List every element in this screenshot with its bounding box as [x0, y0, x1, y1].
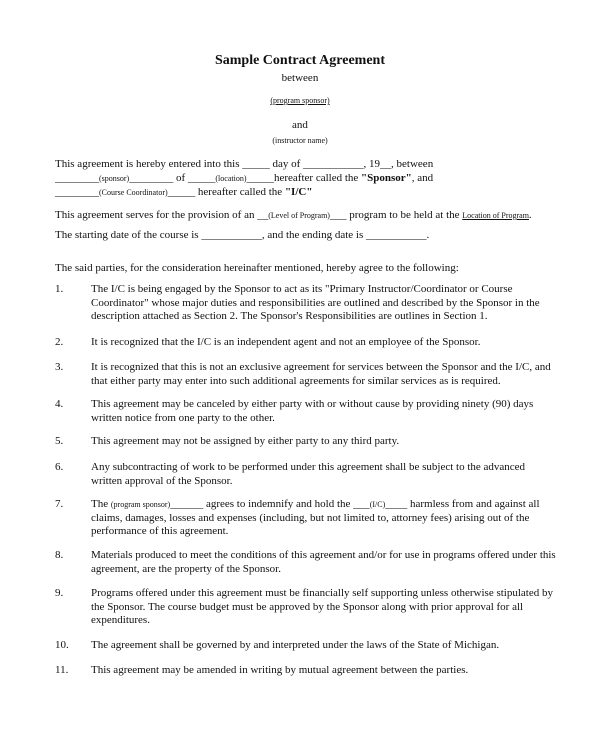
item-text: This agreement may be canceled by either party with or without cause by providing ninety (90) days written notice from one party to the other. [91, 398, 534, 424]
item-text: This agreement may be amended in writing by mutual agreement between the parties. [91, 664, 469, 676]
program-sponsor-line [0, 94, 600, 106]
program-sponsor-label: (program sponsor) [270, 96, 330, 105]
location-label: (location) [215, 174, 247, 183]
provision-line [55, 209, 532, 221]
blank: ________ [55, 186, 99, 198]
ic-label: (I/C) [369, 500, 386, 509]
item-text: The I/C is being engaged by the Sponsor to act as its "Primary Instructor/Coordinator or Course Coordinator" whose major duties and responsibilities are outlined and described by the Sponsor in the description attached as Section 2. The Sponsor's Responsibilities are outlines in Section 1. [91, 283, 540, 322]
document-title: Sample Contract Agreement [214, 53, 386, 68]
item-number: 6. [55, 461, 64, 473]
sponsor-term: "Sponsor" [361, 172, 412, 184]
instructor-name-label: (instructor name) [272, 136, 328, 145]
item-text-part: ____ harmless from and against all claims, damages, losses and expenses (including, but not limited to, attorney fees) arising out of the performance of this agreement. [91, 498, 540, 537]
item-text: This agreement may not be assigned by either party to any third party. [91, 435, 400, 447]
provision-text: ___ program to be held at the [329, 209, 463, 221]
item-number: 2. [55, 336, 64, 348]
parties-line: The said parties, for the consideration hereinafter mentioned, hereby agree to the following: [55, 262, 459, 274]
intro-line-3 [55, 186, 312, 198]
sponsor-label: (sponsor) [99, 174, 130, 183]
item-text: Programs offered under this agreement must be financially self supporting unless otherwise stipulated by the Sponsor. The course budget must be approved by the Sponsor along with prior approval for all expenditures. [91, 587, 553, 626]
intro-line-1: This agreement is hereby entered into this _____ day of ___________, 19__, between [55, 158, 434, 170]
ic-term: "I/C" [284, 186, 313, 198]
blank: ________ [55, 172, 99, 184]
item-text: It is recognized that the I/C is an independent agent and not an employee of the Sponsor. [91, 336, 481, 348]
item-number: 1. [55, 283, 64, 295]
course-coordinator-label: (Course Coordinator) [99, 188, 168, 197]
item-number: 9. [55, 587, 64, 599]
item-number: 10. [55, 639, 69, 651]
item-text-part: The [91, 498, 111, 510]
between-text: between [281, 72, 319, 84]
item-number: 7. [55, 498, 64, 510]
and-text: , and [411, 172, 434, 184]
blank: ________ of _____ [129, 172, 216, 184]
item-text: The agreement shall be governed by and interpreted under the laws of the State of Michigan. [91, 639, 500, 651]
item-text: Materials produced to meet the conditions of this agreement and/or for use in programs offered under this agreement, are the property of the Sponsor. [91, 549, 556, 575]
item-text: Any subcontracting of work to be performed under this agreement shall be subject to the advanced written approval of the Sponsor. [91, 461, 526, 487]
period: . [528, 209, 532, 221]
level-of-program-label: (Level of Program) [268, 211, 330, 220]
location-of-program-label: Location of Program [462, 211, 529, 220]
and-text: and [292, 119, 308, 131]
item-text [91, 498, 556, 539]
instructor-name-line [0, 134, 600, 146]
hereafter-text: _____ hereafter called the [167, 186, 285, 198]
item-number: 4. [55, 398, 64, 410]
program-sponsor-label: (program sponsor) [110, 500, 171, 509]
dates-line: The starting date of the course is ___________, and the ending date is ___________. [55, 229, 430, 241]
intro-line-2 [55, 172, 433, 184]
item-text-part: ______ agrees to indemnify and hold the ___ [170, 498, 370, 510]
item-text: It is recognized that this is not an exclusive agreement for services between the Sponsor and the I/C, and that either party may enter into such additional agreements for similar services as is required. [91, 361, 551, 387]
item-number: 3. [55, 361, 64, 373]
item-number: 11. [55, 664, 69, 676]
item-number: 8. [55, 549, 64, 561]
provision-text: This agreement serves for the provision of an __ [55, 209, 269, 221]
hereafter-text: _____hereafter called the [246, 172, 362, 184]
item-number: 5. [55, 435, 64, 447]
